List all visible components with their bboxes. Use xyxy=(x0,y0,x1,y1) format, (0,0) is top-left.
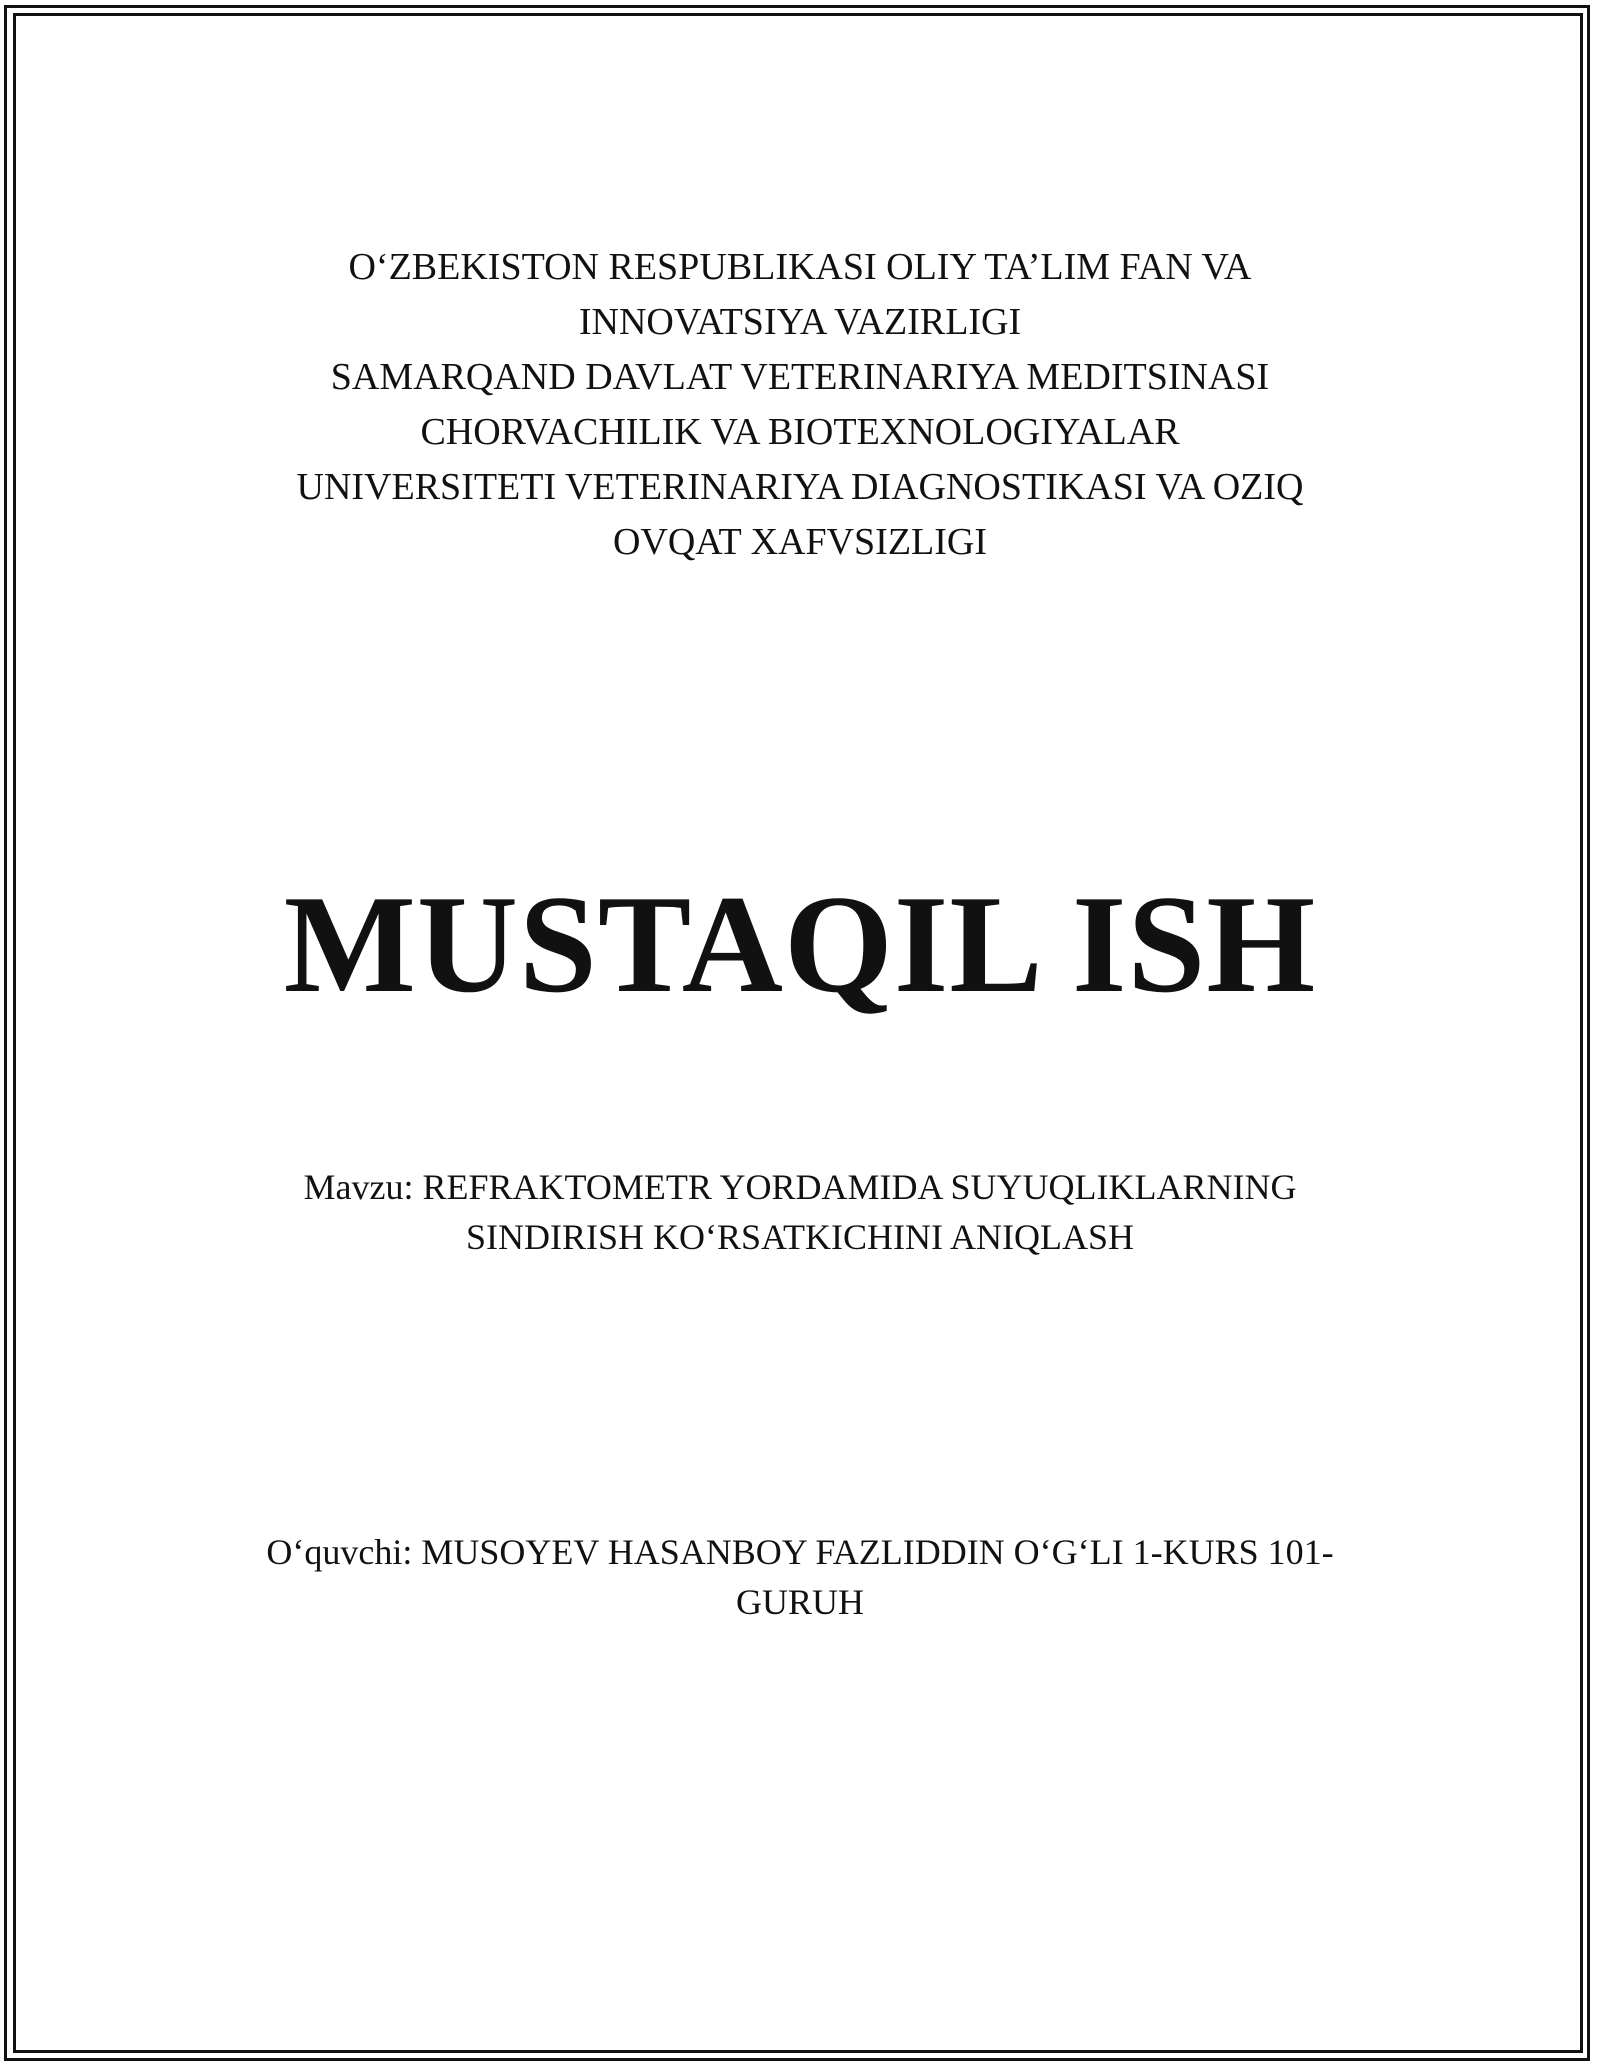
topic-line: Mavzu: REFRAKTOMETR YORDAMIDA SUYUQLIKLARNING xyxy=(303,1167,1297,1207)
topic-line: SINDIRISH KO‘RSATKICHINI ANIQLASH xyxy=(465,1217,1134,1257)
header-line: OVQAT XAFVSIZLIGI xyxy=(612,521,987,563)
student-line: O‘quvchi: MUSOYEV HASANBOY FAZLIDDIN O‘G‘LI 1-KURS 101- xyxy=(266,1532,1334,1572)
student-info xyxy=(0,1527,1600,1627)
header-line: O‘ZBEKISTON RESPUBLIKASI OLIY TA’LIM FAN VA xyxy=(348,246,1252,288)
header-line: SAMARQAND DAVLAT VETERINARIYA MEDITSINASI xyxy=(330,356,1270,398)
student-line: GURUH xyxy=(735,1582,864,1622)
institution-header xyxy=(0,240,1600,570)
header-line: CHORVACHILIK VA BIOTEXNOLOGIYALAR xyxy=(420,411,1180,453)
header-line: UNIVERSITETI VETERINARIYA DIAGNOSTIKASI VA OZIQ xyxy=(296,466,1304,508)
header-line: INNOVATSIYA VAZIRLIGI xyxy=(578,301,1022,343)
topic-text xyxy=(0,1162,1600,1262)
document-title: MUSTAQIL ISH xyxy=(283,867,1317,1022)
